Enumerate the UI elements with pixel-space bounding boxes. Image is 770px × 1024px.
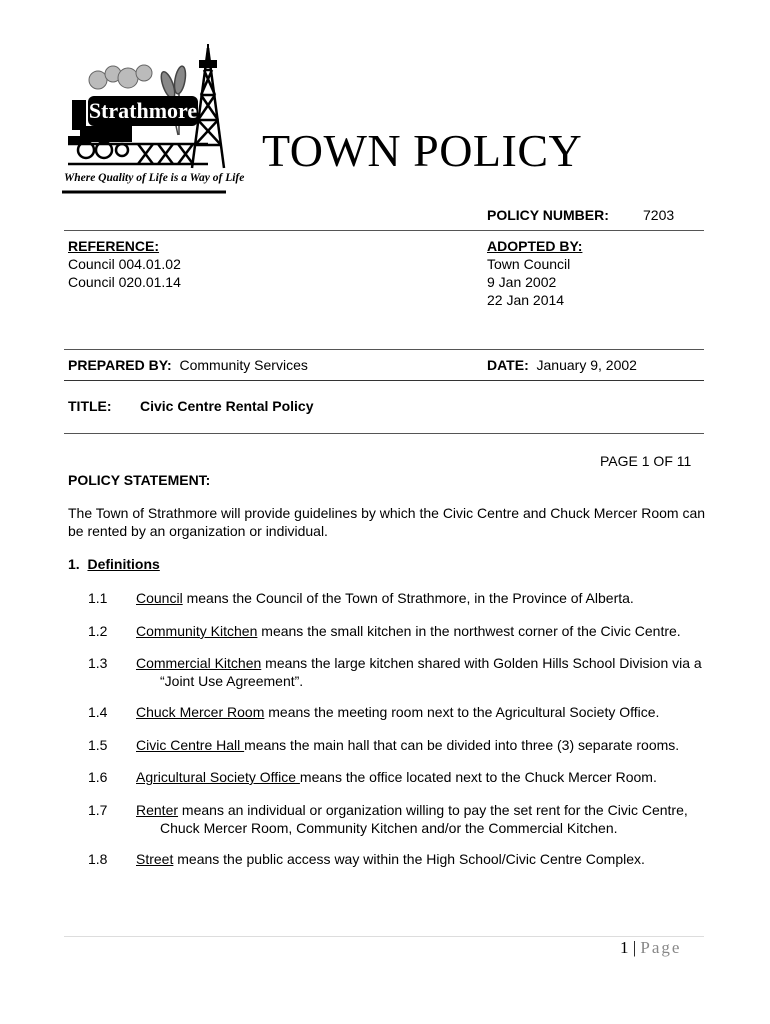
- divider: [64, 433, 704, 434]
- definition-number: 1.8: [88, 851, 108, 867]
- logo-wordmark: Strathmore: [88, 98, 198, 123]
- definition-number: 1.1: [88, 590, 108, 606]
- definition-number: 1.6: [88, 769, 108, 785]
- definitions-heading: [68, 556, 160, 572]
- policy-statement-text: The Town of Strathmore will provide guidelines by which the Civic Centre and Chuck Mercer Room can be rented by an organization or individual.: [68, 505, 706, 539]
- reference-label: REFERENCE:: [68, 238, 160, 254]
- divider: [64, 380, 704, 381]
- definition-text: means the office located next to the Chuck Mercer Room.: [299, 769, 657, 785]
- definitions-number: 1.: [68, 556, 80, 572]
- title-label: TITLE:: [68, 398, 112, 414]
- definition-text: means an individual or organization willing to pay the set rent for the Civic Centre,: [178, 802, 688, 818]
- adopted-by-line: 22 Jan 2014: [487, 292, 565, 308]
- logo-tagline: Where Quality of Life is a Way of Life: [64, 172, 245, 184]
- definition-number: 1.3: [88, 655, 108, 671]
- definition-term: Council: [136, 590, 183, 606]
- footer-divider: [64, 936, 704, 937]
- definition-text: means the main hall that can be divided into three (3) separate rooms.: [244, 737, 680, 753]
- definition-term: Commercial Kitchen: [136, 655, 262, 671]
- definition-term: Community Kitchen: [136, 623, 258, 639]
- definition-text: means the Council of the Town of Strathmore, in the Province of Alberta.: [182, 590, 634, 606]
- definition-text: means the small kitchen in the northwest corner of the Civic Centre.: [257, 623, 681, 639]
- definition-number: 1.5: [88, 737, 108, 753]
- divider: [64, 349, 704, 350]
- policy-statement-heading: POLICY STATEMENT:: [68, 472, 211, 488]
- prepared-by-value: Community Services: [179, 357, 308, 373]
- reference-line: Council 020.01.14: [68, 274, 181, 290]
- adopted-by-label: ADOPTED BY:: [487, 238, 583, 254]
- page-title: TOWN POLICY: [262, 125, 583, 176]
- definition-text: means the meeting room next to the Agricultural Society Office.: [264, 704, 660, 720]
- page-footer: [620, 938, 681, 958]
- definition-number: 1.7: [88, 802, 108, 818]
- definition-term: Renter: [136, 802, 179, 818]
- prepared-by-label: PREPARED BY:: [68, 357, 172, 373]
- adopted-by-line: Town Council: [487, 256, 571, 272]
- definition-number: 1.2: [88, 623, 108, 639]
- definition-number: 1.4: [88, 704, 108, 720]
- policy-number-label: POLICY NUMBER:: [487, 207, 609, 223]
- definition-text: means the public access way within the High School/Civic Centre Complex.: [173, 851, 645, 867]
- prepared-by: [68, 357, 308, 373]
- definition-term: Chuck Mercer Room: [136, 704, 265, 720]
- date: [487, 357, 637, 373]
- definition-continuation: “Joint Use Agreement”.: [160, 673, 304, 689]
- footer-separator: |: [632, 938, 637, 957]
- footer-page-word: Page: [640, 938, 682, 957]
- title-value: Civic Centre Rental Policy: [140, 398, 314, 414]
- divider: [64, 230, 704, 231]
- definition-term: Street: [136, 851, 174, 867]
- definitions-title: Definitions: [87, 556, 160, 572]
- policy-number-value: 7203: [643, 207, 675, 223]
- definition-term: Civic Centre Hall: [136, 737, 245, 753]
- adopted-by-line: 9 Jan 2002: [487, 274, 557, 290]
- date-value: January 9, 2002: [536, 357, 637, 373]
- footer-page-number: 1: [620, 938, 629, 957]
- page-counter: PAGE 1 OF 11: [600, 453, 692, 469]
- date-label: DATE:: [487, 357, 529, 373]
- definition-text: means the large kitchen shared with Golden Hills School Division via a: [261, 655, 702, 671]
- definition-term: Agricultural Society Office: [136, 769, 300, 785]
- definition-continuation: Chuck Mercer Room, Community Kitchen and/or the Commercial Kitchen.: [160, 820, 618, 836]
- reference-line: Council 004.01.02: [68, 256, 181, 272]
